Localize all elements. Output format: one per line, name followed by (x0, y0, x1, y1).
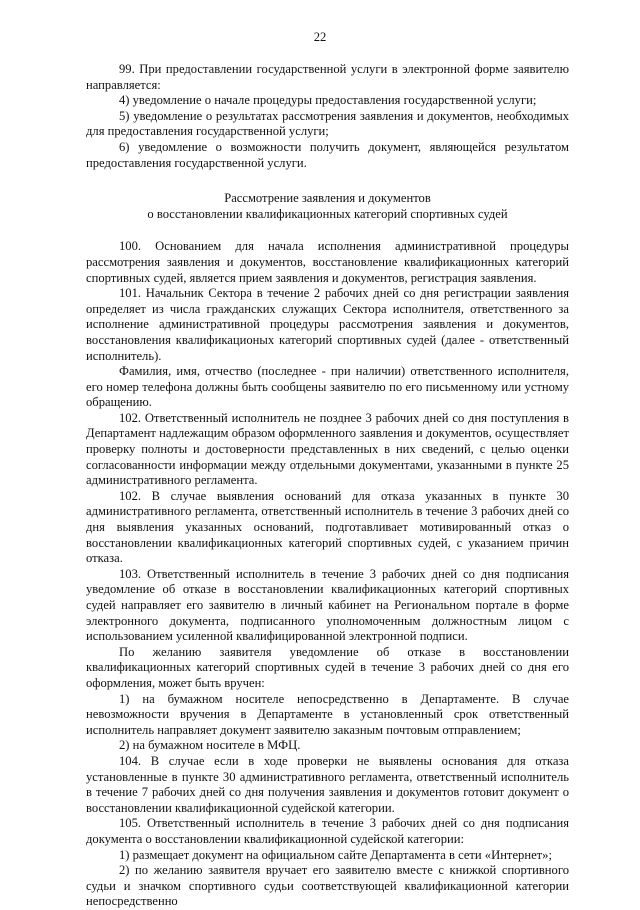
list-item-4: 4) уведомление о начале процедуры предоставления государственной услуги; (119, 93, 537, 108)
section-heading-line1: Рассмотрение заявления и документов (224, 191, 431, 206)
paragraph-102-refusal: 102. В случае выявления оснований для отказа указанных в пункте 30 административного регламента, ответственный исполнитель в течение 3 рабочих дней со дня выявления указанных оснований, подготавливает мотивированный отказ о восстановлении квалификационных категорий спортивных судей, с указанием причин отказа. (86, 488, 569, 566)
paragraph-103: 103. Ответственный исполнитель в течение 3 рабочих дней со дня подписания уведомление об отказе в восстановлении квалификационных категорий спортивных судей направляет его заявителю в личный кабинет на Региональном портале в форме электронного документа, подписанного уполномоченным должностным лицом с использованием усиленной квалифицированной электронной подписи. (86, 566, 569, 644)
paragraph-105: 105. Ответственный исполнитель в течение 3 рабочих дней со дня подписания документа о восстановлении квалификационной судейской категории: (86, 816, 569, 846)
paragraph-104: 104. В случае если в ходе проверки не выявлены основания для отказа установленные в пункте 30 административного регламента, ответственный исполнитель в течение 7 рабочих дней со дня получения заявления и документов готовит документ о восстановлении квалификационной судейской категории. (86, 753, 569, 815)
paragraph-100: 100. Основанием для начала исполнения административной процедуры рассмотрения заявления и документов, восстановление квалификационных категорий спортивных судей, является прием заявления и документов, регистрация заявления. (86, 239, 569, 285)
paragraph-99: 99. При предоставлении государственной услуги в электронной форме заявителю направляется: (86, 62, 569, 92)
paragraph-102: 102. Ответственный исполнитель не позднее 3 рабочих дней со дня поступления в Департамент надлежащим образом оформленного заявления и документов, осуществляет проверку полноты и достоверности представленных в них сведений, с целью оценки согласованности информации между отдельными документами, указанными в пункте 25 административного регламента. (86, 410, 569, 488)
section-heading (86, 191, 569, 222)
paragraph-101: 101. Начальник Сектора в течение 2 рабочих дней со дня регистрации заявления определяет из числа гражданских служащих Сектора исполнителя, ответственного за исполнение административной процедуры рассмотрения заявления и документов, восстановления квалификационых категорий спортивных судей (далее - ответственный исполнитель). (86, 286, 569, 363)
list-item-5: 5) уведомление о результатах рассмотрения заявления и документов, необходимых для предоставления государственной услуги; (86, 108, 569, 139)
list-item-handover: 2) по желанию заявителя вручает его заявителю вместе с книжкой спортивного судьи и значком спортивного судьи соответствующей квалификационной категории непосредственно (86, 863, 569, 909)
page-content (86, 62, 569, 910)
list-item-publish: 1) размещает документ на официальном сайте Департамента в сети «Интернет»; (119, 847, 552, 862)
list-item-paper-mfc: 2) на бумажном носителе в МФЦ. (119, 738, 301, 753)
list-item-paper-department: 1) на бумажном носителе непосредственно в Департаменте. В случае невозможности вручения в Департаменте в установленный срок ответственный исполнитель направляет документ заявителю заказным почтовым отправлением; (86, 691, 569, 737)
paragraph-contact-info: Фамилия, имя, отчество (последнее - при наличии) ответственного исполнителя, его номер телефона должны быть сообщены заявителю по его письменному или устному обращению. (86, 364, 569, 410)
section-heading-line2: о восстановлении квалификационных категорий спортивных судей (147, 206, 508, 221)
page-number: 22 (313, 30, 327, 44)
list-item-6: 6) уведомление о возможности получить документ, являющейся результатом предоставления государственной услуги. (86, 139, 569, 170)
paragraph-delivery-options: По желанию заявителя уведомление об отказе в восстановлении квалификационных категорий спортивных судей в течение 3 рабочих дней со дня его оформления, может быть вручен: (86, 644, 569, 690)
